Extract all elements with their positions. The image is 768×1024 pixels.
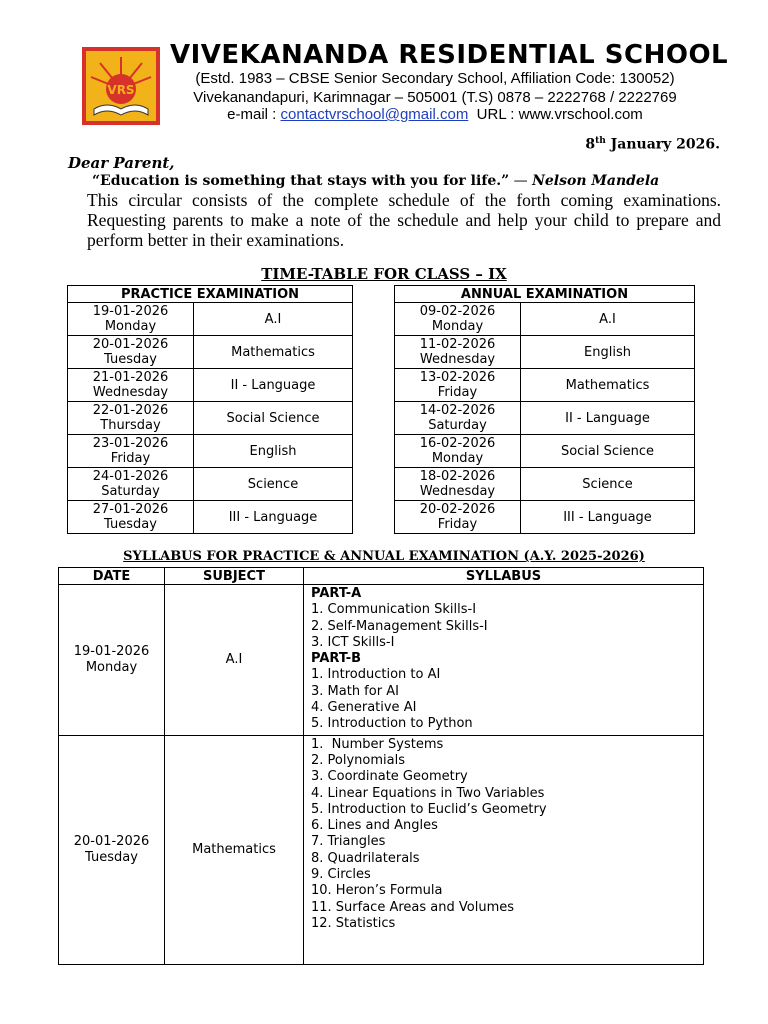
syllabus-topics-cell — [304, 735, 704, 964]
url-label: URL : — [468, 106, 519, 123]
exam-row — [395, 501, 695, 534]
exam-date-cell: 20-01-2026 Tuesday — [68, 336, 194, 369]
quote-author: Nelson Mandela — [532, 173, 660, 189]
col-header-date: DATE — [59, 568, 165, 585]
exam-date-cell: 20-02-2026 Friday — [395, 501, 521, 534]
exam-row — [395, 303, 695, 336]
part-b-label: PART-B — [311, 651, 362, 667]
exam-subject-cell: II - Language — [521, 402, 695, 435]
exam-row — [68, 303, 353, 336]
exam-date-cell: 13-02-2026 Friday — [395, 369, 521, 402]
exam-row — [68, 336, 353, 369]
annual-exam-table — [394, 285, 695, 534]
school-name: VIVEKANANDA RESIDENTIAL SCHOOL — [170, 40, 729, 70]
exam-subject-cell: Social Science — [194, 402, 353, 435]
syllabus-topic: 5. Introduction to Python — [311, 716, 473, 732]
quote: “Education is something that stays with you for life.” — Nelson Mandela — [92, 173, 660, 189]
exam-subject-cell: III - Language — [521, 501, 695, 534]
syllabus-topic: 5. Introduction to Euclid’s Geometry — [311, 801, 547, 817]
syllabus-topic: 1. Introduction to AI — [311, 667, 441, 683]
logo-text: VRS — [107, 83, 135, 97]
exam-subject-cell: III - Language — [194, 501, 353, 534]
syllabus-topic: 2. Polynomials — [311, 752, 405, 768]
syllabus-table — [58, 567, 704, 965]
exam-subject-cell: English — [194, 435, 353, 468]
col-header-subject: SUBJECT — [165, 568, 304, 585]
syllabus-topic: 1. Communication Skills-I — [311, 602, 477, 618]
exam-subject-cell: Science — [194, 468, 353, 501]
exam-subject-cell: Mathematics — [194, 336, 353, 369]
exam-row — [395, 336, 695, 369]
exam-row — [68, 402, 353, 435]
exam-date-cell: 21-01-2026 Wednesday — [68, 369, 194, 402]
syllabus-topic: 7. Triangles — [311, 834, 386, 850]
practice-exam-table — [67, 285, 353, 534]
syllabus-topic: 8. Quadrilaterals — [311, 850, 420, 866]
syllabus-topic: 3. Coordinate Geometry — [311, 769, 468, 785]
salutation: Dear Parent, — [68, 154, 175, 172]
syllabus-topic: 4. Linear Equations in Two Variables — [311, 785, 545, 801]
annual-exam-heading: ANNUAL EXAMINATION — [395, 286, 695, 303]
exam-date-cell: 23-01-2026 Friday — [68, 435, 194, 468]
col-header-syllabus: SYLLABUS — [304, 568, 704, 585]
exam-date-cell: 14-02-2026 Saturday — [395, 402, 521, 435]
exam-date-cell: 18-02-2026 Wednesday — [395, 468, 521, 501]
exam-subject-cell: Science — [521, 468, 695, 501]
email-label: e-mail : — [227, 106, 281, 123]
syllabus-topic: 12. Statistics — [311, 915, 396, 931]
quote-text: “Education is something that stays with you for life.” — [92, 173, 510, 189]
syllabus-title: SYLLABUS FOR PRACTICE & ANNUAL EXAMINATION (A.Y. 2025-2026) — [123, 549, 645, 564]
exam-date-cell: 27-01-2026 Tuesday — [68, 501, 194, 534]
syllabus-topic: 3. ICT Skills-I — [311, 634, 395, 650]
syllabus-topic: 11. Surface Areas and Volumes — [311, 899, 514, 915]
part-a-label: PART-A — [311, 586, 362, 601]
exam-date-cell: 16-02-2026 Monday — [395, 435, 521, 468]
syllabus-topic: 6. Lines and Angles — [311, 818, 438, 834]
syllabus-topic: 4. Generative AI — [311, 700, 417, 716]
exam-subject-cell: A.I — [521, 303, 695, 336]
intro-paragraph: This circular consists of the complete schedule of the forth coming examinations. Requesting parents to make a note of the schedule and help your child to prepare and perform better in their examinations. — [87, 190, 721, 250]
syllabus-subject-cell: A.I — [165, 585, 304, 736]
exam-date-cell: 09-02-2026 Monday — [395, 303, 521, 336]
school-contact — [175, 106, 695, 123]
syllabus-subject-cell: Mathematics — [165, 735, 304, 964]
syllabus-topic: 9. Circles — [311, 867, 371, 883]
school-logo — [80, 45, 162, 127]
syllabus-topic: 1. Number Systems — [311, 736, 444, 752]
exam-row — [395, 369, 695, 402]
exam-row — [68, 501, 353, 534]
email-link[interactable]: contactvrschool@gmail.com — [280, 106, 469, 123]
exam-subject-cell: A.I — [194, 303, 353, 336]
exam-row — [68, 435, 353, 468]
exam-date-cell: 22-01-2026 Thursday — [68, 402, 194, 435]
syllabus-date-cell: 19-01-2026 Monday — [59, 585, 165, 736]
practice-exam-heading: PRACTICE EXAMINATION — [68, 286, 353, 303]
exam-row — [68, 369, 353, 402]
exam-row — [395, 435, 695, 468]
exam-date-cell: 19-01-2026 Monday — [68, 303, 194, 336]
syllabus-date-cell: 20-01-2026 Tuesday — [59, 735, 165, 964]
exam-row — [395, 468, 695, 501]
syllabus-topic: 10. Heron’s Formula — [311, 883, 443, 899]
url-text[interactable]: www.vrschool.com — [518, 106, 643, 123]
exam-subject-cell: English — [521, 336, 695, 369]
syllabus-topic: 2. Self-Management Skills-I — [311, 618, 488, 634]
syllabus-topics-cell — [304, 585, 704, 736]
exam-subject-cell: Mathematics — [521, 369, 695, 402]
exam-row — [395, 402, 695, 435]
school-affiliation: (Estd. 1983 – CBSE Senior Secondary School, Affiliation Code: 130052) — [195, 70, 675, 87]
exam-row — [68, 468, 353, 501]
exam-date-cell: 24-01-2026 Saturday — [68, 468, 194, 501]
exam-subject-cell: II - Language — [194, 369, 353, 402]
syllabus-row — [59, 585, 704, 736]
syllabus-row — [59, 735, 704, 964]
exam-subject-cell: Social Science — [521, 435, 695, 468]
exam-date-cell: 11-02-2026 Wednesday — [395, 336, 521, 369]
syllabus-topic: 3. Math for AI — [311, 683, 399, 699]
timetable-title: TIME-TABLE FOR CLASS – IX — [261, 265, 507, 283]
letter-date: 8th January 2026. — [585, 136, 720, 153]
school-address: Vivekanandapuri, Karimnagar – 505001 (T.S) 0878 – 2222768 / 2222769 — [193, 89, 677, 106]
